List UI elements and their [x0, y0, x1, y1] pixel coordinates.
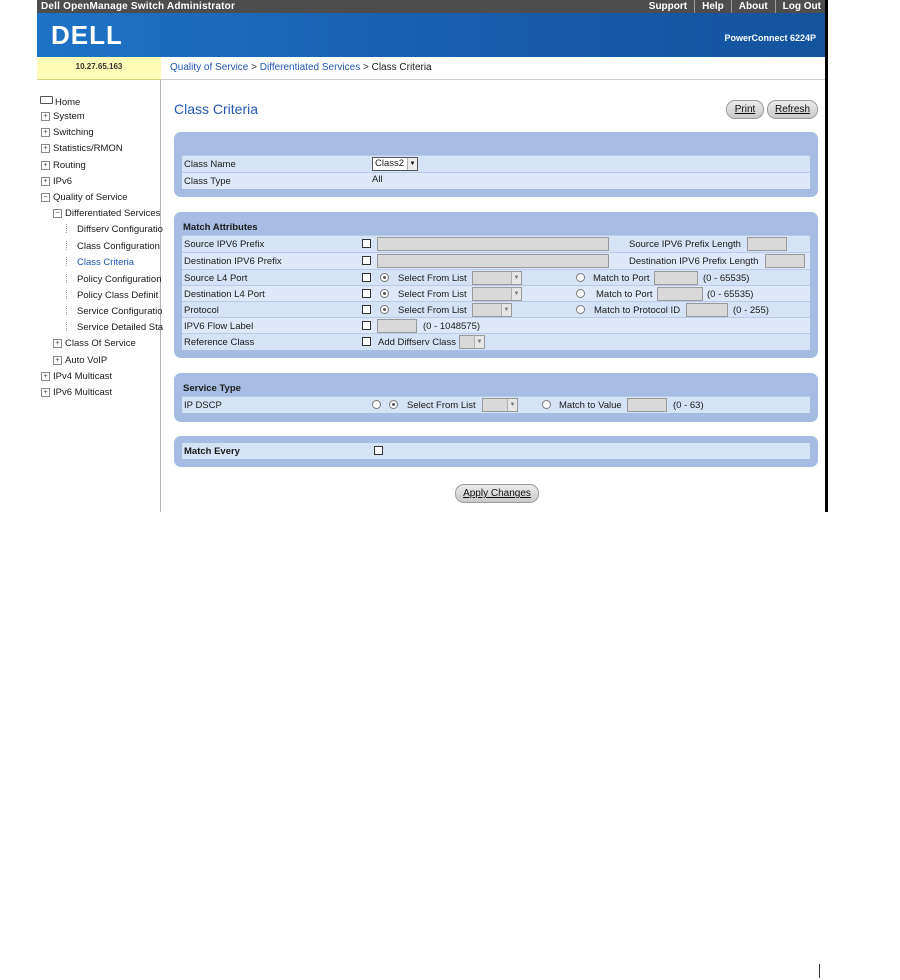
- sidebar-item-label: Policy Class Definit: [77, 290, 159, 301]
- expand-icon[interactable]: +: [41, 128, 50, 137]
- sidebar-item-label: System: [53, 111, 85, 122]
- chevron-down-icon: ▼: [407, 158, 417, 170]
- service-type-heading: Service Type: [183, 383, 241, 394]
- refresh-button[interactable]: Refresh: [767, 100, 818, 119]
- expand-icon[interactable]: +: [41, 372, 50, 381]
- chevron-down-icon: ▼: [511, 288, 521, 300]
- sidebar-item-label: Switching: [53, 127, 94, 138]
- dst-l4-port-input[interactable]: [657, 287, 703, 301]
- sidebar-item-class-criteria[interactable]: [66, 257, 134, 268]
- expand-icon[interactable]: +: [53, 339, 62, 348]
- dell-logo: [49, 19, 141, 51]
- page-title: Class Criteria: [174, 101, 259, 117]
- dst-ipv6-prefix-checkbox[interactable]: [362, 256, 371, 265]
- breadcrumb-separator: >: [248, 62, 260, 73]
- match-every-checkbox[interactable]: [374, 446, 383, 455]
- expand-icon[interactable]: +: [41, 112, 50, 121]
- dst-l4-port-checkbox[interactable]: [362, 289, 371, 298]
- sidebar-item-label: Service Detailed Sta: [77, 322, 164, 333]
- chevron-down-icon: ▼: [507, 399, 517, 411]
- model-name: PowerConnect 6224P: [724, 33, 816, 43]
- sidebar-item-label: Routing: [53, 160, 86, 171]
- sidebar-item-qos[interactable]: [41, 192, 127, 203]
- tree-line: [66, 306, 75, 315]
- sidebar-item-service-config[interactable]: [66, 306, 163, 317]
- sidebar-item-home[interactable]: [40, 96, 80, 108]
- sidebar-item-routing[interactable]: [41, 160, 86, 171]
- sidebar-item-label: Class Criteria: [77, 257, 135, 268]
- sidebar-item-ipv6-multicast[interactable]: [41, 387, 112, 398]
- class-type-value: All: [372, 174, 383, 185]
- collapse-icon[interactable]: −: [53, 209, 62, 218]
- sidebar-item-policy-config[interactable]: [66, 274, 162, 285]
- src-l4-port-range: (0 - 65535): [703, 273, 750, 284]
- breadcrumb: [170, 62, 432, 73]
- dst-l4-select-from-list-label: Select From List: [398, 289, 467, 300]
- dell-logo-text: DELL: [51, 20, 123, 50]
- chevron-down-icon: ▼: [511, 272, 521, 284]
- ip-dscp-select[interactable]: [482, 398, 518, 412]
- app-title: Dell OpenManage Switch Administrator: [41, 1, 236, 12]
- ip-dscp-row: [182, 396, 810, 413]
- tree-line: [66, 290, 75, 299]
- apply-changes-button[interactable]: Apply Changes: [455, 484, 539, 503]
- tree-line: [66, 224, 75, 233]
- sidebar-item-label: Class Of Service: [65, 338, 136, 349]
- protocol-id-input[interactable]: [686, 303, 728, 317]
- sidebar-item-service-detailed[interactable]: [66, 322, 163, 333]
- protocol-label: Protocol: [184, 305, 219, 316]
- tree-line: [66, 257, 75, 266]
- match-attributes-panel: [174, 212, 818, 358]
- ip-address-bar: [37, 57, 161, 80]
- main-content: [161, 80, 828, 512]
- sidebar-item-class-of-service[interactable]: [53, 338, 136, 349]
- chevron-down-icon: ▼: [474, 336, 484, 348]
- sidebar-item-label: Quality of Service: [53, 192, 128, 203]
- sidebar-item-label: IPv6 Multicast: [53, 387, 113, 398]
- match-to-protocol-label: Match to Protocol ID: [594, 305, 681, 316]
- app-window: [37, 0, 828, 512]
- dscp-value-input[interactable]: [627, 398, 667, 412]
- dst-l4-match-to-port-label: Match to Port: [596, 289, 653, 300]
- src-ipv6-prefix-label: Source IPV6 Prefix: [184, 239, 265, 250]
- src-l4-port-row: [182, 269, 810, 286]
- dst-l4-match-port-radio[interactable]: [576, 289, 585, 298]
- breadcrumb-bar: [161, 57, 828, 80]
- match-every-panel: [174, 436, 818, 467]
- add-diffserv-class-label: Add Diffserv Class: [378, 337, 456, 348]
- protocol-select-radio[interactable]: [380, 305, 389, 314]
- sidebar-item-statistics[interactable]: [41, 143, 123, 154]
- class-name-row: [182, 155, 810, 172]
- expand-icon[interactable]: +: [41, 388, 50, 397]
- dst-l4-port-row: [182, 285, 810, 302]
- src-l4-port-input[interactable]: [654, 271, 698, 285]
- sidebar-item-label: Differentiated Services: [65, 208, 161, 219]
- class-name-value: Class2: [375, 158, 405, 169]
- protocol-match-id-radio[interactable]: [576, 305, 585, 314]
- sidebar-item-diffserv[interactable]: [53, 208, 160, 219]
- sidebar-item-diffserv-config[interactable]: [66, 224, 163, 235]
- sidebar-item-label: Service Configuratio: [77, 306, 163, 317]
- src-ipv6-prefix-length-input[interactable]: [747, 237, 787, 251]
- src-ipv6-prefix-length-label: Source IPV6 Prefix Length: [629, 239, 741, 250]
- flow-label-range: (0 - 1048575): [423, 321, 481, 332]
- tree-line: [66, 274, 75, 283]
- src-ipv6-prefix-checkbox[interactable]: [362, 239, 371, 248]
- match-attributes-heading: Match Attributes: [183, 222, 258, 233]
- reference-class-row: [182, 333, 810, 350]
- support-link[interactable]: Support: [648, 1, 688, 12]
- protocol-checkbox[interactable]: [362, 305, 371, 314]
- dst-ipv6-prefix-label: Destination IPV6 Prefix: [184, 256, 282, 267]
- sidebar-item-system[interactable]: [41, 111, 85, 122]
- src-l4-select-radio[interactable]: [380, 273, 389, 282]
- flow-label-label: IPV6 Flow Label: [184, 321, 254, 332]
- expand-icon[interactable]: +: [41, 144, 50, 153]
- ip-dscp-select-from-list-label: Select From List: [407, 400, 476, 411]
- expand-icon[interactable]: +: [41, 177, 50, 186]
- breadcrumb-current: Class Criteria: [371, 62, 432, 73]
- brand-banner: [37, 13, 828, 57]
- src-ipv6-prefix-input[interactable]: [377, 237, 609, 251]
- class-name-label: Class Name: [184, 159, 236, 170]
- about-link[interactable]: About: [731, 0, 775, 13]
- dst-l4-port-select[interactable]: [472, 287, 522, 301]
- flow-label-input[interactable]: [377, 319, 417, 333]
- src-l4-port-select[interactable]: [472, 271, 522, 285]
- sidebar-item-policy-class-def[interactable]: [66, 290, 158, 301]
- dst-ipv6-prefix-length-input[interactable]: [765, 254, 805, 268]
- ip-dscp-label: IP DSCP: [184, 400, 222, 411]
- collapse-icon[interactable]: −: [41, 193, 50, 202]
- ip-dscp-match-value-radio[interactable]: [542, 400, 551, 409]
- src-l4-port-label: Source L4 Port: [184, 273, 248, 284]
- class-type-label: Class Type: [184, 176, 231, 187]
- sidebar-item-label: Policy Configuration: [77, 274, 162, 285]
- src-l4-match-to-port-label: Match to Port: [593, 273, 650, 284]
- tree-line: [66, 241, 75, 250]
- sidebar-item-switching[interactable]: [41, 127, 94, 138]
- ip-dscp-select-radio[interactable]: [389, 400, 398, 409]
- sidebar-item-label: Auto VoIP: [65, 355, 108, 366]
- match-every-label: Match Every: [184, 446, 240, 457]
- match-to-value-label: Match to Value: [559, 400, 622, 411]
- protocol-select-from-list-label: Select From List: [398, 305, 467, 316]
- sidebar-item-label: Statistics/RMON: [53, 143, 123, 154]
- class-type-row: [182, 172, 810, 189]
- dst-ipv6-prefix-input[interactable]: [377, 254, 609, 268]
- tree-line: [66, 322, 75, 331]
- sidebar-item-label: Diffserv Configuratio: [77, 224, 163, 235]
- home-icon: [40, 96, 53, 104]
- expand-icon[interactable]: +: [53, 356, 62, 365]
- sidebar-item-label: IPv4 Multicast: [53, 371, 113, 382]
- dst-l4-select-radio[interactable]: [380, 289, 389, 298]
- diffserv-class-select[interactable]: [459, 335, 485, 349]
- src-l4-match-port-radio[interactable]: [576, 273, 585, 282]
- sidebar-item-class-config[interactable]: [66, 241, 160, 252]
- chevron-down-icon: ▼: [501, 304, 511, 316]
- dst-ipv6-prefix-row: [182, 252, 810, 269]
- sidebar-item-ipv6[interactable]: [41, 176, 72, 187]
- protocol-range: (0 - 255): [733, 305, 769, 316]
- match-every-row: [182, 443, 810, 459]
- src-l4-select-from-list-label: Select From List: [398, 273, 467, 284]
- breadcrumb-qos-link[interactable]: Quality of Service: [170, 62, 249, 73]
- reference-class-label: Reference Class: [184, 337, 255, 348]
- dst-l4-port-label: Destination L4 Port: [184, 289, 265, 300]
- logout-link[interactable]: Log Out: [775, 0, 828, 13]
- ip-dscp-off-radio[interactable]: [372, 400, 381, 409]
- dst-ipv6-prefix-length-label: Destination IPV6 Prefix Length: [629, 256, 759, 267]
- top-nav: [642, 0, 828, 13]
- src-l4-port-checkbox[interactable]: [362, 273, 371, 282]
- ip-address: 10.27.65.163: [75, 62, 123, 71]
- print-button[interactable]: Print: [726, 100, 764, 119]
- page-margin-mark: [819, 964, 820, 978]
- protocol-row: [182, 301, 810, 318]
- flow-label-checkbox[interactable]: [362, 321, 371, 330]
- sidebar-item-label: Home: [55, 97, 81, 108]
- class-name-select[interactable]: [372, 157, 418, 171]
- dscp-range: (0 - 63): [673, 400, 704, 411]
- sidebar-item-auto-voip[interactable]: [53, 355, 107, 366]
- protocol-select[interactable]: [472, 303, 512, 317]
- service-type-panel: [174, 373, 818, 422]
- sidebar-item-label: IPv6: [53, 176, 73, 187]
- dst-l4-port-range: (0 - 65535): [707, 289, 754, 300]
- flow-label-row: [182, 317, 810, 334]
- sidebar-item-ipv4-multicast[interactable]: [41, 371, 112, 382]
- reference-class-checkbox[interactable]: [362, 337, 371, 346]
- src-ipv6-prefix-row: [182, 235, 810, 252]
- window-edge: [825, 0, 828, 512]
- class-info-panel: [174, 132, 818, 197]
- breadcrumb-separator: >: [360, 62, 372, 73]
- breadcrumb-diffserv-link[interactable]: Differentiated Services: [259, 62, 361, 73]
- expand-icon[interactable]: +: [41, 161, 50, 170]
- top-bar: [37, 0, 828, 13]
- sidebar-item-label: Class Configuration: [77, 241, 160, 252]
- help-link[interactable]: Help: [694, 0, 731, 13]
- sidebar-nav: [37, 80, 164, 512]
